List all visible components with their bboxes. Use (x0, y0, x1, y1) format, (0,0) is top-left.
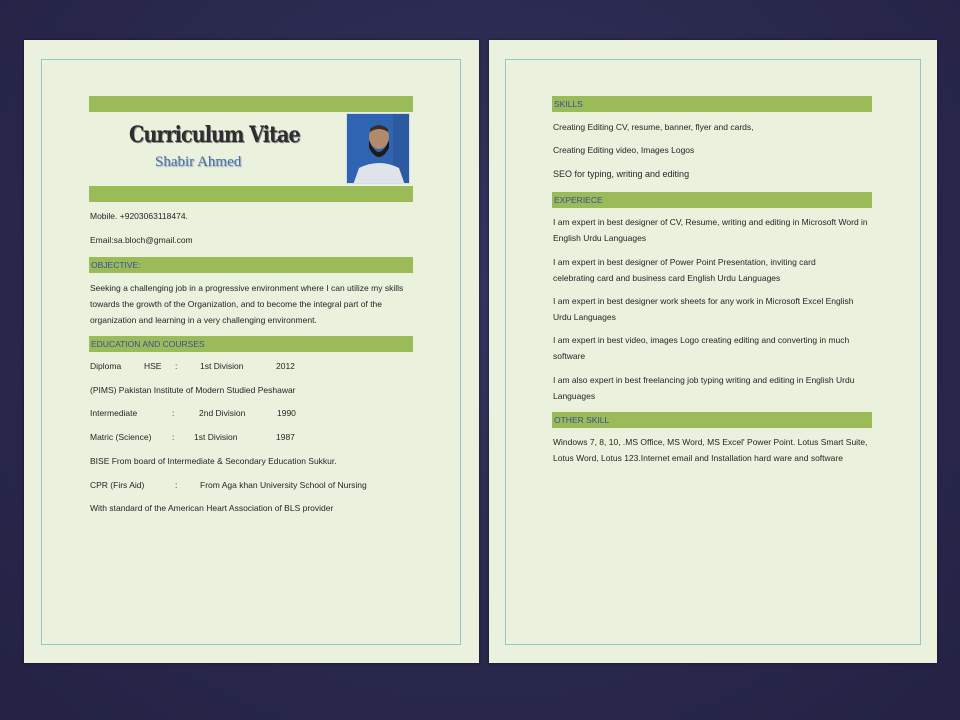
header-bottom-bar (89, 186, 413, 202)
edu-separator: : (175, 361, 178, 371)
other-skill-text: Windows 7, 8, 10, .MS Office, MS Word, MS Excel' Power Point. Lotus Smart Suite, Lotus Word, Lotus 123.Internet email and Installation hard ware and software (553, 437, 868, 463)
candidate-name: Shabir Ahmed (155, 154, 242, 170)
email-address: Email:sa.bloch@gmail.com (90, 235, 193, 245)
cv-page-right (489, 40, 937, 663)
other-skill-heading: OTHER SKILL (552, 412, 872, 428)
edu-separator: : (175, 480, 178, 490)
skill-item: Creating Editing CV, resume, banner, flyer and cards, (553, 122, 754, 132)
skill-item: Creating Editing video, Images Logos (553, 145, 695, 155)
edu-institute: From Aga khan University School of Nursing (200, 480, 367, 490)
objective-heading: OBJECTIVE: (89, 257, 413, 273)
edu-qualification: Intermediate (90, 408, 138, 418)
profile-photo (346, 113, 410, 184)
edu-qualification: CPR (Firs Aid) (90, 480, 145, 490)
edu-separator: : (172, 432, 175, 442)
edu-year: 2012 (276, 361, 295, 371)
experience-item: I am also expert in best freelancing job typing writing and editing in English Urdu Languages (553, 375, 855, 401)
experience-item: I am expert in best designer of CV, Resume, writing and editing in Microsoft Word in English Urdu Languages (553, 217, 868, 243)
edu-division: 1st Division (200, 361, 244, 371)
edu-institute-pims: (PIMS) Pakistan Institute of Modern Studied Peshawar (90, 385, 296, 395)
edu-year: 1990 (277, 408, 296, 418)
edu-division: 2nd Division (199, 408, 246, 418)
edu-standard: With standard of the American Heart Association of BLS provider (90, 503, 334, 513)
cv-page-left (24, 40, 479, 663)
experience-item: I am expert in best video, images Logo creating editing and converting in much software (553, 335, 850, 361)
education-heading: EDUCATION AND COURSES (89, 336, 413, 352)
experience-item: I am expert in best designer work sheets for any work in Microsoft Excel English Urdu Languages (553, 296, 854, 322)
skill-item: SEO for typing, writing and editing (553, 169, 690, 179)
experience-item: I am expert in best designer of Power Point Presentation, inviting card celebrating card and business card English Urdu Languages (553, 257, 816, 283)
edu-separator: : (172, 408, 175, 418)
edu-field: HSE (144, 361, 162, 371)
mobile-number: Mobile. +9203063118474. (90, 211, 188, 221)
objective-text: Seeking a challenging job in a progressive environment where I can utilize my skills towards the growth of the Organization, and to become the integral part of the organization and learning in a very challenging environment. (90, 283, 404, 325)
edu-qualification: Diploma (90, 361, 122, 371)
edu-board-bise: BISE From board of Intermediate & Secondary Education Sukkur. (90, 456, 337, 466)
edu-division: 1st Division (194, 432, 238, 442)
cv-title: Curriculum Vitae (129, 122, 300, 148)
header-top-bar (89, 96, 413, 112)
portrait-image (347, 114, 410, 184)
edu-year: 1987 (276, 432, 295, 442)
edu-qualification: Matric (Science) (90, 432, 152, 442)
experience-heading: EXPERIECE (552, 192, 872, 208)
skills-heading: SKILLS (552, 96, 872, 112)
